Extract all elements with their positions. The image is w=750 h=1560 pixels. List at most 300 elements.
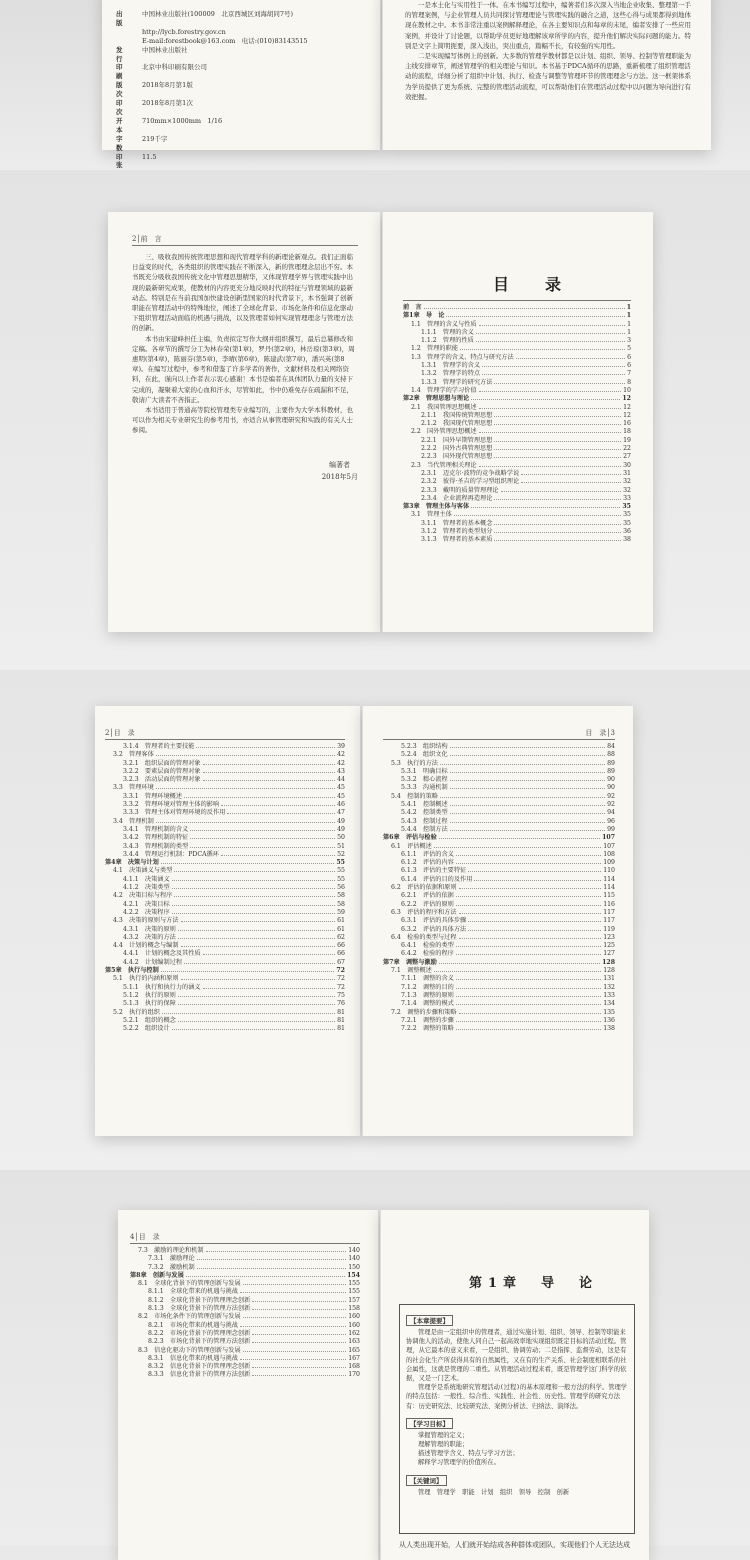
toc-page-number: 10 — [623, 386, 631, 394]
toc-leader — [450, 747, 605, 748]
toc-entry-title: 1.3 管理学的含义、特点与研究方法 — [411, 353, 514, 361]
preface-paragraph: 本书适用于普通高等院校管理类专业编写的，主要作为大学本科教材，也可以作为相关专业研究生的参考用书，亦适合从事管理研究和实践的有关人士参阅。 — [132, 406, 353, 435]
toc-entry-title: 5.1.3 执行的保障 — [123, 1000, 176, 1008]
toc-leader — [161, 971, 335, 972]
toc-entry — [130, 1288, 360, 1296]
toc-leader — [479, 325, 626, 326]
toc-entry — [105, 867, 345, 875]
toc-entry-title: 4.4 计划的概念与编制 — [113, 942, 179, 950]
toc-entry-title: 8.2.3 市场化背景下的管理方法创新 — [148, 1338, 251, 1346]
toc-leader — [172, 1029, 335, 1030]
toc-entry — [383, 768, 615, 776]
toc-entry-title: 4.1.2 决策类型 — [123, 884, 170, 892]
toc-leader — [240, 1359, 346, 1360]
toc-page-number: 92 — [607, 792, 615, 800]
toc-page-number: 49 — [337, 817, 345, 825]
toc-entry-title: 7.2.2 调整的策略 — [401, 1025, 454, 1033]
toc-entry — [105, 834, 345, 842]
toc-entry-title: 4.2.2 决策程序 — [123, 908, 170, 916]
toc-leader — [252, 1375, 346, 1376]
toc-leader — [450, 755, 605, 756]
toc-entry — [383, 1025, 615, 1033]
toc-entry — [130, 1297, 360, 1305]
toc-entry-title: 6.3 评估的程序和方法 — [391, 908, 457, 916]
toc-entry — [383, 793, 615, 801]
toc-leader — [227, 813, 335, 814]
toc-entry — [383, 892, 615, 900]
toc-entry-title: 第5章 执行与控制 — [105, 967, 159, 975]
toc-entry — [130, 1255, 360, 1263]
toc-entry-title: 5.3.2 精心流程 — [401, 776, 448, 784]
toc-page-number: 27 — [623, 453, 631, 461]
copyright-info — [116, 10, 366, 188]
copyright-page — [102, 0, 381, 170]
toc-page-number: 123 — [603, 933, 615, 941]
toc-page-number: 3 — [627, 337, 631, 345]
toc-page-number: 30 — [623, 461, 631, 469]
toc-entry — [383, 1000, 615, 1008]
toc-entry-title: 7.1.2 调整的目的 — [401, 983, 454, 991]
toc-page-number: 116 — [603, 900, 615, 908]
toc-leader — [252, 1367, 346, 1368]
toc-leader — [190, 847, 335, 848]
toc-entry — [105, 793, 345, 801]
toc-entry — [105, 818, 345, 826]
toc-entry-title: 2.1.2 我国现代管理思想 — [421, 420, 493, 428]
toc-page-number: 133 — [603, 991, 615, 999]
photo-scene-toc-2-3 — [0, 670, 750, 1170]
toc-page-number: 163 — [348, 1338, 360, 1346]
toc-page-number: 128 — [602, 958, 615, 966]
toc-entry-title: 5.3 执行的方法 — [391, 759, 438, 767]
toc-entry — [403, 470, 631, 478]
toc-entry-title: 第1章 导 论 — [403, 312, 445, 320]
toc-leader — [178, 930, 335, 931]
toc-page-number: 55 — [337, 875, 345, 883]
toc-leader — [450, 805, 605, 806]
toc-leader — [459, 1013, 602, 1014]
toc-entry-title: 6.1 评估概述 — [391, 842, 432, 850]
toc-leader — [450, 830, 605, 831]
toc-entry — [105, 1009, 345, 1017]
toc-page-number: 42 — [337, 751, 345, 759]
toc-entry-title: 8.1.3 全球化背景下的管理方法创新 — [148, 1305, 251, 1313]
toc-entry — [403, 511, 631, 519]
toc-entry-title: 3.4.3 管理机制的类型 — [123, 842, 189, 850]
toc-entry — [403, 379, 631, 387]
toc-entry — [403, 487, 631, 495]
toc-entry — [403, 437, 631, 445]
toc-page-number: 81 — [337, 1025, 345, 1033]
toc-page-number: 12 — [623, 403, 631, 411]
toc-page-number: 72 — [336, 967, 345, 975]
toc-leader — [494, 383, 625, 384]
toc-page-number: 32 — [623, 478, 631, 486]
toc-entry-title: 5.2.1 组织的概念 — [123, 1016, 176, 1024]
toc-entry-title: 1.2 管理的职能 — [411, 345, 458, 353]
toc-leader — [440, 797, 605, 798]
toc-entry — [130, 1371, 360, 1379]
toc-entry-title: 2.2 国外管理思想概述 — [411, 428, 477, 436]
toc-entry-title: 2.1 我国管理思想概述 — [411, 403, 477, 411]
toc-chapter — [383, 834, 615, 842]
goals-list — [406, 1431, 628, 1468]
toc-entry-title: 5.4.1 控制概述 — [401, 801, 448, 809]
toc-chapter — [403, 312, 631, 320]
toc-page-number: 125 — [603, 942, 615, 950]
toc-page-number: 117 — [603, 908, 615, 916]
copyright-key — [116, 37, 142, 46]
toc-entry — [130, 1322, 360, 1330]
toc-entry-title: 1.1.1 管理的含义 — [421, 328, 474, 336]
toc-entry — [105, 950, 345, 958]
toc-entry-title: 1.1.2 管理的性质 — [421, 337, 474, 345]
toc-entry-title: 8.1 全球化背景下的管理创新与发展 — [138, 1280, 241, 1288]
toc-entry — [403, 478, 631, 486]
toc-leader — [243, 1317, 347, 1318]
chapter-title: 第1章 导 论 — [469, 1276, 599, 1291]
toc-page-number: 47 — [337, 809, 345, 817]
toc-entry-title: 6.1.2 评估的内容 — [401, 859, 454, 867]
toc-title: 目 录 — [493, 275, 572, 294]
toc-entry — [383, 867, 615, 875]
toc-entry — [105, 984, 345, 992]
toc-entry-title: 5.1.1 执行和执行力的涵义 — [123, 983, 201, 991]
toc-leader — [190, 830, 335, 831]
copyright-value: 11.5 — [142, 152, 157, 161]
summary-label: 【本章提要】 — [406, 1315, 453, 1326]
toc-page-number: 140 — [348, 1247, 360, 1254]
preface-paragraph: 本书由宋建峰担任主编，负责拟定写作大纲并组织撰写，最后总纂修改和定稿。各章节的撰写分工为林春荣(第1章)，罗丹(第2章)，林岳琼(第3章)，周惠明(第4章)，陈丽芬(第5章)，李晴(第6章)，陈建武(第7章)，潘兴英(第8章)。在编写过程中，参考和借鉴了许多学者的著作，文献材料及相关网络资料，在此，谨向以上作者表示衷心感谢！本书是编者在具体团队力量的支持下完成的，凝聚着大家的心血和汗水，尽管如此，书中仍难免存在疏漏和不足，敬请广大读者不吝指正。 — [132, 334, 355, 404]
toc-entry — [383, 851, 615, 859]
toc-page-number: 155 — [348, 1280, 360, 1288]
toc-entry-title: 5.4.3 控制过程 — [401, 817, 448, 825]
copyright-key: 印 刷 — [116, 63, 137, 81]
toc-page-number: 1 — [626, 304, 631, 311]
toc-leader — [456, 855, 601, 856]
toc-leader — [181, 979, 336, 980]
toc-entry — [105, 1017, 345, 1025]
toc-leader — [178, 1021, 335, 1022]
toc-entry-title: 3.3.3 管理主体对管理环境的反作用 — [123, 809, 226, 817]
toc-entry-title: 7.2.1 调整的步骤 — [401, 1016, 454, 1024]
toc-page-number: 45 — [337, 784, 345, 792]
toc-leader — [468, 921, 601, 922]
toc-leader — [456, 1004, 601, 1005]
toc-entry-title: 1.1 管理的含义与性质 — [411, 320, 477, 328]
toc-page-number: 31 — [623, 469, 631, 477]
toc-page-number: 128 — [603, 967, 615, 975]
toc-leader — [190, 838, 335, 839]
toc-entry-title: 3.2 管理客体 — [113, 751, 154, 759]
toc-leader — [439, 838, 600, 839]
toc-entry-title: 4.3 决策的原则与方法 — [113, 917, 179, 925]
toc-entry-title: 5.3.1 明确目标 — [401, 767, 448, 775]
toc-entry-title: 3.1.3 管理者的基本素质 — [421, 536, 493, 544]
copyright-key: 印 张 — [116, 152, 137, 170]
toc-entry-title: 第8章 创新与发展 — [130, 1271, 184, 1279]
toc-entry-title: 8.3.2 信息化背景下的管理理念创新 — [148, 1363, 251, 1371]
copyright-value: 中国林业出版社 — [142, 45, 188, 54]
preface-paragraph: 二是实现编写体例上的创新。大多数的管理学教材都是以计划、组织、领导、控制等管理职能为主线安排章节，阐述管理学的相关理论与知识。本书基于PDCA循环的思路，重新梳理了组织管理活动的流程，详细分析了组织中计划、执行、检查与调整等管理环节的管理理念与方法。这一框架体系为学员提供了更为系统、完整的管理活动流程，可以帮助他们在管理活动过程中以问题为导向进行有效把握。 — [405, 52, 691, 101]
toc-entry-title: 7.3 激励的理论和机制 — [138, 1247, 204, 1254]
toc-entry-title: 6.4.2 检验的程序 — [401, 950, 454, 958]
toc-entry — [403, 462, 631, 470]
toc-entry-title: 4.3.2 决策的方法 — [123, 933, 176, 941]
toc-leader — [450, 780, 605, 781]
goals-label: 【学习目标】 — [406, 1418, 453, 1429]
toc-leader — [456, 896, 601, 897]
toc-entry — [383, 760, 615, 768]
copyright-row — [116, 117, 366, 135]
summary-para-2: 管理学是系统地研究管理活动(过程)的基本原理和一般方法的科学。管理学的特点包括：一般性、综合性、实践性、社会性、历史性。管理学的研究方法有：历史研究法、比较研究法、案例分析法、归纳法、演绎法。 — [406, 1384, 628, 1410]
toc-entry-title: 3.3 管理环境 — [113, 784, 154, 792]
toc-page-number: 115 — [603, 892, 615, 900]
toc-page-number: 45 — [337, 792, 345, 800]
toc-entry — [403, 536, 631, 544]
toc-page-number: 75 — [337, 991, 345, 999]
toc-leader — [494, 524, 621, 525]
toc-leader — [434, 847, 601, 848]
running-head-left: 4│目 录 — [130, 1233, 160, 1241]
toc-page-number: 46 — [337, 801, 345, 809]
toc-entry — [130, 1347, 360, 1355]
toc-entry-title: 2.3.3 戴明的质量管理理论 — [421, 486, 499, 494]
toc-leader — [479, 391, 622, 392]
copyright-value: 710mm×1000mm 1/16 — [142, 116, 223, 125]
toc-page-number: 55 — [336, 859, 345, 867]
copyright-key: 开 本 — [116, 116, 137, 134]
toc-entry-title: 3.2.1 组织层面的管理对象 — [123, 759, 201, 767]
running-head: 2│前 言 — [132, 235, 162, 243]
toc-page-number: 49 — [337, 825, 345, 833]
toc-entry-title: 7.1.1 调整的含义 — [401, 975, 454, 983]
toc-leader — [197, 1268, 347, 1269]
toc-entry — [105, 760, 345, 768]
toc-page-number: 16 — [623, 420, 631, 428]
toc-leader — [221, 855, 335, 856]
toc-page-number: 135 — [603, 1008, 615, 1016]
toc-leader — [434, 971, 601, 972]
signature: 编著者 — [329, 461, 350, 469]
toc-page-number: 32 — [623, 486, 631, 494]
toc-page-number: 22 — [623, 445, 631, 453]
toc-leader — [252, 1334, 346, 1335]
toc-leader — [203, 988, 336, 989]
toc-entry-title: 前 言 — [403, 304, 422, 311]
toc-entry — [403, 370, 631, 378]
toc-leader — [454, 515, 621, 516]
header-rule-left — [105, 739, 345, 740]
header-rule-right — [383, 739, 615, 740]
toc-entry — [105, 751, 345, 759]
toc-entry-title: 8.2.2 市场化背景下的管理理念创新 — [148, 1329, 251, 1337]
toc-entry-title: 6.1.4 评估的目的及作用 — [401, 875, 473, 883]
toc-page-1 — [382, 212, 653, 632]
toc-entry — [403, 428, 631, 436]
toc-page-number: 5 — [627, 345, 631, 353]
toc-page-number: 52 — [337, 850, 345, 858]
toc-entry-title: 5.2.3 组织结构 — [401, 743, 448, 750]
toc-page-number: 140 — [348, 1255, 360, 1263]
photo-scene-copyright — [0, 0, 750, 170]
goal-item: 掌握管理的定义； — [418, 1431, 469, 1439]
toc-entry — [383, 975, 615, 983]
toc-page-number: 6 — [627, 353, 631, 361]
toc-leader — [468, 871, 601, 872]
copyright-row — [116, 37, 366, 46]
toc-entry-title: 3.1.4 管理者的主要技能 — [123, 743, 195, 750]
toc-page-number: 39 — [337, 743, 345, 750]
toc-entry — [130, 1264, 360, 1272]
toc-entry-title: 5.4 控制的策略 — [391, 792, 438, 800]
toc-entry — [105, 926, 345, 934]
toc-entry-title: 6.3.2 评估的具体方法 — [401, 925, 467, 933]
toc-page-number: 36 — [623, 528, 631, 536]
toc-leader — [494, 441, 621, 442]
toc-entry-title: 7.1.4 调整的模式 — [401, 1000, 454, 1008]
toc-entry — [105, 901, 345, 909]
toc-page-number: 157 — [348, 1296, 360, 1304]
toc-entry-title: 5.1.2 执行的原则 — [123, 991, 176, 999]
toc-leader — [197, 1259, 347, 1260]
toc-leader — [494, 457, 621, 458]
toc-entry-title: 3.1.2 管理者的类型划分 — [421, 528, 493, 536]
toc-entry — [383, 909, 615, 917]
toc-page-number: 131 — [603, 975, 615, 983]
toc-entry-title: 2.2.2 国外古典管理思想 — [421, 445, 493, 453]
toc-leader — [172, 913, 335, 914]
toc-page-number: 44 — [337, 776, 345, 784]
toc-entry — [383, 784, 615, 792]
toc-entry — [105, 851, 345, 859]
toc-leader — [521, 482, 621, 483]
toc-leader — [446, 316, 624, 317]
toc-entry — [105, 909, 345, 917]
toc-entry-title: 6.2 评估的依据和原则 — [391, 884, 457, 892]
toc-entry-title: 8.3 信息化驱动下的管理创新与发展 — [138, 1346, 241, 1354]
copyright-value: 北京中科印刷有限公司 — [142, 63, 207, 72]
toc-leader — [521, 474, 621, 475]
toc-entry-title: 1.3.2 管理学的特点 — [421, 370, 481, 378]
toc-leader — [252, 1309, 346, 1310]
toc-entry — [383, 984, 615, 992]
toc-entry-title: 5.3.3 沟通机制 — [401, 784, 448, 792]
toc-page-number: 56 — [337, 884, 345, 892]
toc-page-number: 108 — [603, 850, 615, 858]
toc-leader — [174, 896, 335, 897]
toc-entry — [403, 321, 631, 329]
toc-entry-title: 2.2.3 国外现代管理思想 — [421, 453, 493, 461]
toc-leader — [450, 822, 605, 823]
toc-page-number: 51 — [337, 842, 345, 850]
toc-entry-title: 6.1.1 评估的含义 — [401, 850, 454, 858]
toc-leader — [172, 880, 335, 881]
toc-chapter — [383, 959, 615, 967]
copyright-row — [116, 28, 366, 37]
toc-leader — [468, 930, 601, 931]
toc-leader — [479, 408, 622, 409]
copyright-row — [116, 10, 366, 28]
toc-list — [403, 304, 631, 545]
toc-leader — [450, 788, 605, 789]
toc-leader — [203, 780, 336, 781]
preface-paragraph: 三、吸收我国传统管理思想和现代管理学科的新理论新观点。我们正面临日益变的时代，各类组织的管理实践在不断深入，新的管理理念层出不穷。本书既充分吸收我国传统文化中管理思想精华，又体现管理学界与管理实践中出现的最新研究成果，使教材的内容更充分地反映时代的特征与管理领域的最新动态。特别是在当前我国加快建设创新型国家的时代背景下，本书强调了创新职能在管理活动中的特殊地位，阐述了全球化背景、市场化条件和信息化驱动下组织管理活动面临的机遇与挑战，以及管理者如何实现管理理念与管理方法的创新。 — [132, 253, 353, 333]
copyright-row — [116, 99, 366, 117]
toc-leader — [459, 913, 602, 914]
toc-leader — [494, 532, 621, 533]
toc-page-number: 90 — [607, 776, 615, 784]
toc-entry — [383, 992, 615, 1000]
toc-leader — [252, 1342, 346, 1343]
toc-leader — [459, 938, 602, 939]
toc-entry — [105, 1000, 345, 1008]
toc-leader — [456, 863, 601, 864]
toc-entry — [105, 934, 345, 942]
toc-entry-title: 5.1 执行的内涵和原则 — [113, 975, 179, 983]
toc-leader — [471, 507, 620, 508]
toc-entry-title: 6.4.1 检验的类型 — [401, 942, 454, 950]
toc-chapter — [403, 395, 631, 403]
copyright-value: http://lycb.forestry.gov.cn — [142, 27, 226, 36]
toc-page-number: 18 — [623, 428, 631, 436]
toc-list — [130, 1247, 360, 1380]
toc-entry — [383, 843, 615, 851]
preface-page-end — [382, 0, 711, 150]
date: 2018年5月 — [321, 473, 358, 481]
toc-leader — [450, 772, 605, 773]
toc-leader — [174, 871, 335, 872]
toc-page-number: 107 — [602, 834, 615, 842]
toc-page-4 — [118, 1210, 379, 1560]
toc-leader — [240, 1326, 346, 1327]
toc-leader — [156, 755, 335, 756]
toc-page-number: 114 — [603, 884, 615, 892]
toc-leader — [474, 880, 601, 881]
toc-entry-title: 7.1 调整概述 — [391, 967, 432, 975]
toc-page-number: 138 — [603, 1025, 615, 1033]
chapter-summary-box — [399, 1304, 635, 1534]
toc-page-number: 168 — [348, 1363, 360, 1371]
toc-leader — [476, 333, 625, 334]
toc-leader — [221, 805, 335, 806]
toc-leader — [252, 1301, 346, 1302]
toc-entry-title: 2.3.4 企业流程再造理论 — [421, 494, 493, 502]
toc-leader — [456, 1029, 601, 1030]
toc-page-number: 167 — [348, 1354, 360, 1362]
toc-page-number: 61 — [337, 925, 345, 933]
toc-page-number: 1 — [627, 320, 631, 328]
toc-page-number: 42 — [337, 759, 345, 767]
toc-entry — [105, 843, 345, 851]
toc-page-number: 127 — [603, 950, 615, 958]
copyright-row — [116, 135, 366, 153]
toc-leader — [178, 996, 335, 997]
toc-leader — [156, 788, 335, 789]
toc-entry-title: 4.4.1 计划的概念及其性质 — [123, 950, 201, 958]
toc-page-number: 66 — [337, 942, 345, 950]
toc-page-number: 50 — [337, 834, 345, 842]
toc-entry-title: 6.1.3 评估的主要特征 — [401, 867, 467, 875]
toc-page-number: 61 — [337, 917, 345, 925]
copyright-value: 219千字 — [142, 134, 168, 143]
toc-leader — [494, 499, 621, 500]
toc-leader — [240, 1292, 346, 1293]
toc-leader — [172, 888, 335, 889]
toc-entry-title: 6.2.1 评估的依据 — [401, 892, 454, 900]
toc-leader — [440, 764, 605, 765]
toc-entry — [403, 495, 631, 503]
